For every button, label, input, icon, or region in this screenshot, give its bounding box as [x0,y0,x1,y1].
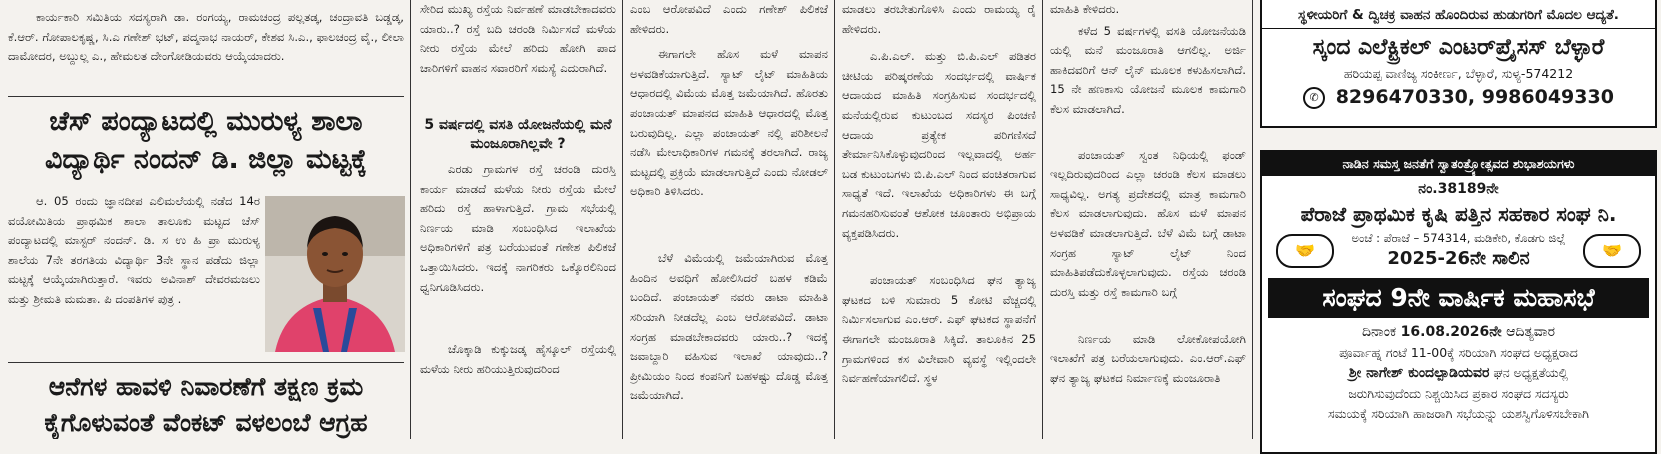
waste-unit-paragraph: ಪಂಚಾಯತ್ ಸಂಬಂಧಿಸಿದ ಘನ ತ್ಯಾಜ್ಯ ಘಟಕದ ಬಳಿ ಸುಮಾರು 5 ಕೋಟಿ ವೆಚ್ಚದಲ್ಲಿ ನಿರ್ಮಿಸಲಾಗುವ ಎಂ.ಆರ್. ಎಫ್ ಘಟಕದ ಸ್ಥಾಪನೆಗೆ ಈಗಾಗಲೇ ಮಂಜೂರಾತಿ ಸಿಕ್ಕಿದೆ. ತಾಲೂಕಿನ 25 ಗ್ರಾಮಗಳಿಂದ ಕಸ ವಿಲೇವಾರಿ ವ್ಯವಸ್ಥೆ ಇಲ್ಲಿಂದಲೇ ನಿರ್ವಹಣೆಯಾಗಲಿದೆ. ಸ್ಥಳ [842,273,1036,386]
column-rule [834,0,835,439]
meeting-date-line [1262,322,1655,342]
handshake-icon: 🤝 [1583,234,1641,268]
committee-paragraph: ಕಾರ್ಯಕಾರಿ ಸಮಿತಿಯ ಸದಸ್ಯರಾಗಿ ಡಾ. ರಂಗಯ್ಯ, ರಾಮಚಂದ್ರ ಪಲ್ಲತಡ್ಕ, ಚಂದ್ರಾವತಿ ಬಡ್ಡಡ್ಕ, ಕೆ.ಆರ್. ಗೋಪಾಲಕೃಷ್ಣ, ಸಿ.ಎ ಗಣೇಶ್ ಭಟ್, ಪದ್ಮನಾಭ ನಾಯರ್, ಕೇಶವ ಸಿ.ಎ., ಫಾಲಚಂದ್ರ ವೈ., ಲೀಲಾ ದಾಮೋದರ, ಅಬ್ದುಲ್ಲ ಎ., ಹೇಮಲತ ದೇಂಗೋಡಿಯವರು ಆಯ್ಕೆಯಾದರು. [8,10,404,64]
column-4 [842,0,1036,439]
meeting-request-line: ಸಮಯಕ್ಕೆ ಸರಿಯಾಗಿ ಹಾಜರಾಗಿ ಸಭೆಯನ್ನು ಯಶಸ್ವಿಗೊಳಿಸಬೇಕಾಗಿ [1328,406,1589,421]
ration-card-paragraph: ಎ.ಪಿ.ಎಲ್. ಮತ್ತು ಬಿ.ಪಿ.ಎಲ್ ಪಡಿತರ ಚೀಟಿಯ ಪರಿಷ್ಕರಣೆಯ ಸಂದರ್ಭದಲ್ಲಿ ವಾರ್ಷಿಕ ಆದಾಯದ ಮಾಹಿತಿ ಸಂಗ್ರಹಿಸುವ ಸಂದರ್ಭದಲ್ಲಿ ಮನೆಯಲ್ಲಿರುವ ಕುಟುಂಬದ ಸದಸ್ಯರ ಪಿಂಚಣಿ ಆದಾಯ ಪ್ರತ್ಯೇಕ ಪರಿಗಣಿಸದೆ ತೇರ್ಮಾನಿಸಿಕೊಳ್ಳುವುದರಿಂದ ಇಲ್ಲವಾದಲ್ಲಿ ಅರ್ಹ ಬಡ ಕುಟುಂಬಗಳು ಬಿ.ಪಿ.ಎಲ್ ನಿಂದ ವಂಚಿತರಾಗುವ ಸಾಧ್ಯತೆ ಇದೆ. ಇಲಾಖೆಯ ಅಧಿಕಾರಿಗಳು ಈ ಬಗ್ಗೆ ಗಮನಹರಿಸುವಂತೆ ಆಶೋಕ ಚೂಂತಾರು ಅಭಿಪ್ರಾಯ ವ್ಯಕ್ತಪಡಿಸಿದರು. [842,49,1036,240]
column-3 [630,0,828,439]
column-5 [1050,0,1246,439]
ad-address: ಹರಿಯಪ್ಪ ವಾಣಿಜ್ಯ ಸಂಕೀರ್ಣ, ಬೆಳ್ಳಾರೆ, ಸುಳ್ಯ-574212 [1343,66,1574,81]
elephant-headline-line1: ಆನೆಗಳ ಹಾವಳಿ ನಿವಾರಣೆಗೆ ತಕ್ಷಣ ಕ್ರಮ [48,372,364,401]
housing-subhead: 5 ವರ್ಷದಲ್ಲಿ ವಸತಿ ಯೋಜನೆಯಲ್ಲಿ ಮನೆ ಮಂಜೂರಾಗಿಲ್ಲವೇ ? [424,117,612,152]
greetings-text: ನಾಡಿನ ಸಮಸ್ತ ಜನತೆಗೆ ಸ್ವಾತಂತ್ರ್ಯೋತ್ಸವದ ಶುಭಾಶಯಗಳು [1342,156,1575,171]
chess-headline-line2: ವಿದ್ಯಾರ್ಥಿ ನಂದನ್ ಡಿ. ಜಿಲ್ಲಾ ಮಟ್ಟಕ್ಕೆ [44,144,367,175]
ad-phone-numbers: 8296470330, 9986049330 [1335,86,1614,108]
meeting-title: ಸಂಘದ 9ನೇ ವಾರ್ಷಿಕ ಮಹಾಸಭೆ [1322,283,1595,312]
greetings-banner [1262,152,1655,176]
peraje-society-ad [1260,150,1657,454]
headline-rule [8,362,404,363]
phone-icon: ✆ [1303,87,1325,109]
training-paragraph: ಮಾಡಲು ತರಬೇತುಗೊಳಿಸಿ ಎಂದು ರಾಮಯ್ಯ ರೈ ಹೇಳಿದರು. [842,2,1036,36]
ad-phone-line [1262,85,1655,109]
meeting-banner [1268,278,1649,318]
meeting-year: 2025-26ನೇ ಸಾಲಿನ [1387,248,1530,269]
crop-insurance-paragraph: ಬೆಳೆ ವಿಮೆಯಲ್ಲಿ ಜಮೆಯಾಗಿರುವ ಮೊತ್ತ ಹಿಂದಿನ ಅವಧಿಗೆ ಹೋಲಿಸಿದರೆ ಬಹಳ ಕಡಿಮೆ ಬಂದಿದೆ. ಪಂಚಾಯತ್ ನವರು ಡಾಟಾ ಮಾಹಿತಿ ಸರಿಯಾಗಿ ನೀಡದೆಲ್ಲ ಎಂಬ ಆರೋಪವಿದೆ. ಡಾಟಾ ಸಂಗ್ರಹ ಮಾಡಬೇಕಾದವರು ಯಾರು..? ಇದಕ್ಕೆ ಜವಾಬ್ದಾರಿ ವಹಿಸುವ ಇಲಾಖೆ ಯಾವುದು..? ಪ್ರೀಮಿಯಂ ನಿಂದ ಕಂಪನಿಗೆ ಬಹಳಷ್ಟು ದೊಡ್ಡ ಮೊತ್ತ ಜಮೆಯಾಗಿದೆ. [630,251,828,403]
elephant-headline-line2: ಕೈಗೊಳುವಂತೆ ವೆಂಕಟ್ ವಳಲಂಬೆ ಆಗ್ರಹ [44,408,368,437]
allegation-paragraph: ಎಂಬ ಆರೋಪವಿದೆ ಎಂದು ಗಣೇಶ್ ಪಿಲಿಕಜೆ ಹೇಳಿದರು. [630,2,828,36]
ad-divider [1262,28,1655,29]
date-prefix: ದಿನಾಂಕ [1361,324,1397,340]
president-name: ಶ್ರೀ ನಾಗೇಶ್ ಕುಂದಲ್ಪಾಡಿಯವರ [1348,365,1490,381]
chess-story: ಆ. 05 ರಂದು ಜ್ಞಾನದೀಪ ಎಲಿಮಲೆಯಲ್ಲಿ ನಡೆದ 14ರ ವಯೋಮಿತಿಯ ಪ್ರಾಥಮಿಕ ಶಾಲಾ ತಾಲೂಕು ಮಟ್ಟದ ಚೆಸ್ ಪಂದ್ಯಾಟದಲ್ಲಿ ಮಾಸ್ಟರ್ ನಂದನ್. ಡಿ. ಸ ಉ ಹಿ ಪ್ರಾ ಮುರುಳ್ಯ ಶಾಲೆಯ 7ನೇ ತರಗತಿಯ ವಿದ್ಯಾರ್ಥಿ 3ನೇ ಸ್ಥಾನ ಪಡೆದು ಜಿಲ್ಲಾ ಮಟ್ಟಕ್ಕೆ ಆಯ್ಕೆಯಾಗಿರುತ್ತಾರೆ. ಇವರು ಅವಿನಾಶ್ ದೇವರಮಜಲು ಮತ್ತು ಶ್ರೀಮತಿ ಮಮತಾ. ಪಿ ದಂಪತಿಗಳ ಪುತ್ರ . [8,194,260,306]
president-suffix: ಘನ ಅಧ್ಯಕ್ಷತೆಯಲ್ಲಿ [1493,365,1569,380]
student-photo [265,196,405,352]
road-paragraph: ಸೇರಿದ ಮುಖ್ಯ ರಸ್ತೆಯ ನಿರ್ವಹಣೆ ಮಾಡಬೇಕಾದವರು ಯಾರು..? ರಸ್ತೆ ಬದಿ ಚರಂಡಿ ನಿರ್ಮಿಸದೆ ಮಳೆಯ ನೀರು ರಸ್ತೆಯ ಮೇಲೆ ಹರಿದು ಹೋಗಿ ಪಾದ ಚಾರಿಗಳಿಗೆ ವಾಹನ ಸವಾರರಿಗೆ ಸಮಸ್ಯೆ ಎದುರಾಗಿದೆ. [420,2,616,75]
society-reg-no: ನಂ.38189ನೇ [1418,181,1499,197]
rain-gauge-paragraph: ಈಗಾಗಲೇ ಹೊಸ ಮಳೆ ಮಾಪನ ಅಳವಡಿಕೆಯಾಗುತ್ತಿದೆ. ಸ್ಯಾಟ್ ಲೈಟ್ ಮಾಹಿತಿಯ ಆಧಾರದಲ್ಲಿ ವಿಮೆಯ ಮೊತ್ತ ಜಮೆಯಾಗಿದೆ. ಹೊರತು ಪಂಚಾಯತ್ ಮಾಪನದ ಮಾಹಿತಿ ಆಧಾರದಲ್ಲಿ ಮೊತ್ತ ಬರುವುದಿಲ್ಲ. ಎಲ್ಲಾ ಪಂಚಾಯತ್ ನಲ್ಲಿ ಪರಿಶೀಲನೆ ನಡೆಸಿ ಮೇಲಾಧಿಕಾರಿಗಳ ಗಮನಕ್ಕೆ ತರಲಾಗಿದೆ. ರಾಜ್ಯ ಮಟ್ಟದಲ್ಲಿ ಪ್ರಕ್ರಿಯೆ ಮಾಡಲಾಗುತ್ತಿದೆ ಎಂದು ನೋಡಲ್ ಅಧಿಕಾರಿ ತಿಳಿಸಿದರು. [630,47,828,199]
housing-paragraph: ಕಳೆದ 5 ವರ್ಷಗಳಲ್ಲಿ ವಸತಿ ಯೋಜನೆಯಡಿ ಯಲ್ಲಿ ಮನೆ ಮಂಜೂರಾತಿ ಆಗಲಿಲ್ಲ. ಅರ್ಜಿ ಹಾಕಿದವರಿಗೆ ಆನ್ ಲೈನ್ ಮೂಲಕ ಕಳುಹಿಸಲಾಗಿದೆ. 15 ನೇ ಹಣಕಾಸು ಯೋಜನೆ ಮೂಲಕ ಕಾಮಗಾರಿ ಕೆಲಸ ಮಾಡಲಾಗಿದೆ. [1050,23,1246,116]
ad-priority-line: ಸ್ಥಳೀಯರಿಗೆ & ದ್ವಿಚಕ್ರ ವಾಹನ ಹೊಂದಿರುವ ಹುಡುಗರಿಗೆ ಮೊದಲ ಆದ್ಯತೆ. [1298,7,1619,23]
society-name: ಪೆರಾಜೆ ಪ್ರಾಥಮಿಕ ಕೃಷಿ ಪತ್ತಿನ ಸಹಕಾರ ಸಂಘ ನಿ. [1300,202,1617,226]
own-fund-paragraph: ಪಂಚಾಯತ್ ಸ್ವಂತ ನಿಧಿಯಲ್ಲಿ ಫಂಡ್ ಇಲ್ಲದಿರುವುದರಿಂದ ಎಲ್ಲಾ ಚರಂಡಿ ಕೆಲಸ ಮಾಡಲು ಸಾಧ್ಯವಿಲ್ಲ. ಅಗತ್ಯ ಪ್ರದೇಶದಲ್ಲಿ ಮಾತ್ರ ಕಾಮಗಾರಿ ಕೆಲಸ ಮಾಡಲಾಗುವುದು. ಹೊಸ ಮಳೆ ಮಾಪನ ಅಳವಡಿಕೆ ಮಾಡಲಾಗುತ್ತಿದೆ. ಬೆಳೆ ವಿಮೆ ಬಗ್ಗೆ ಡಾಟಾ ಸಂಗ್ರಹ ಸ್ಯಾಟ್ ಲೈಟ್ ನಿಂದ ಮಾಹಿತಿಪಡೆದುಕೊಳ್ಳಲಾಗುವುದು. ರಸ್ತೆಯ ಚರಂಡಿ ದುರಸ್ತಿ ಮತ್ತು ರಸ್ತೆ ಕಾಮಗಾರಿ ಬಗ್ಗೆ [1050,147,1246,299]
info-paragraph: ಮಾಹಿತಿ ಕೇಳಿದರು. [1050,2,1120,16]
chess-headline-line1: ಚೆಸ್ ಪಂದ್ಯಾಟದಲ್ಲಿ ಮುರುಳ್ಯ ಶಾಲಾ [49,106,363,137]
headline-rule [8,96,404,97]
column-rule [622,0,623,439]
ad-company-name: ಸ್ಕಂದ ಎಲೆಕ್ಟ್ರಿಕಲ್ ಎಂಟರ್‌ಪ್ರೈಸಸ್ ಬೆಳ್ಳಾರೆ [1312,35,1605,60]
president-line [1262,363,1655,383]
postal-row [1262,228,1655,274]
resolution-paragraph: ನಿರ್ಣಯ ಮಾಡಿ ಲೋಕೋಪಯೋಗಿ ಇಲಾಖೆಗೆ ಪತ್ರ ಬರೆಯಲಾಗುವುದು. ಎಂ.ಆರ್.ಎಫ್ ಘನ ತ್ಯಾಜ್ಯ ಘಟಕದ ನಿರ್ಮಾಣಕ್ಕೆ ಮಂಜೂರಾತಿ [1050,331,1246,385]
column-2 [420,0,616,439]
column-rule [1252,0,1253,439]
meeting-day: ಆದಿತ್ಯವಾರ [1506,324,1556,340]
column-rule [410,0,411,439]
meeting-time-line: ಪೂರ್ವಾಹ್ನ ಗಂಟೆ 11-00ಕ್ಕೆ ಸರಿಯಾಗಿ ಸಂಘದ ಅಧ್ಯಕ್ಷರಾದ [1339,345,1578,360]
society-postal: ಅಂಚೆ : ಪೆರಾಜೆ – 574314, ಮಡಿಕೇರಿ, ಕೊಡಗು ಜಿಲ್ಲೆ [1351,231,1566,245]
school-road-paragraph: ಚೊಕ್ಕಾಡಿ ಕುಕ್ಕುಜಡ್ಕ ಹೈಸ್ಕೂಲ್ ರಸ್ತೆಯಲ್ಲಿ ಮಳೆಯ ನೀರು ಹರಿಯುತ್ತಿರುವುದರಿಂದ [420,342,616,376]
drain-paragraph: ಎರಡು ಗ್ರಾಮಗಳ ರಸ್ತೆ ಚರಂಡಿ ದುರಸ್ತಿ ಕಾರ್ಯ ಮಾಡದೆ ಮಳೆಯ ನೀರು ರಸ್ತೆಯ ಮೇಲೆ ಹರಿದು ರಸ್ತೆ ಹಾಳಾಗುತ್ತಿದೆ. ಗ್ರಾಮ ಸಭೆಯಲ್ಲಿ ನಿರ್ಣಯ ಮಾಡಿ ಸಂಬಂಧಿಸಿದ ಇಲಾಖೆಯ ಅಧಿಕಾರಿಗಳಿಗೆ ಪತ್ರ ಬರೆಯುವಂತೆ ಗಣೇಶ ಪಿಲಿಕಜೆ ಒತ್ತಾಯಿಸಿದರು. ಇದಕ್ಕೆ ನಾಗರಿಕರು ಒಕ್ಕೊರಲಿನಿಂದ ಧ್ವನಿಗೂಡಿಸಿದರು. [420,162,616,294]
meeting-date: 16.08.2026ನೇ [1400,324,1502,340]
column-rule [1042,0,1043,439]
handshake-icon: 🤝 [1276,234,1334,268]
meeting-decision-line: ಜರುಗಿಸುವುದೆಂದು ನಿಶ್ಚಯಿಸಿದ ಪ್ರಕಾರ ಸಂಘದ ಸದಸ್ಯರು [1348,386,1569,401]
skanda-electrical-ad [1260,0,1657,128]
